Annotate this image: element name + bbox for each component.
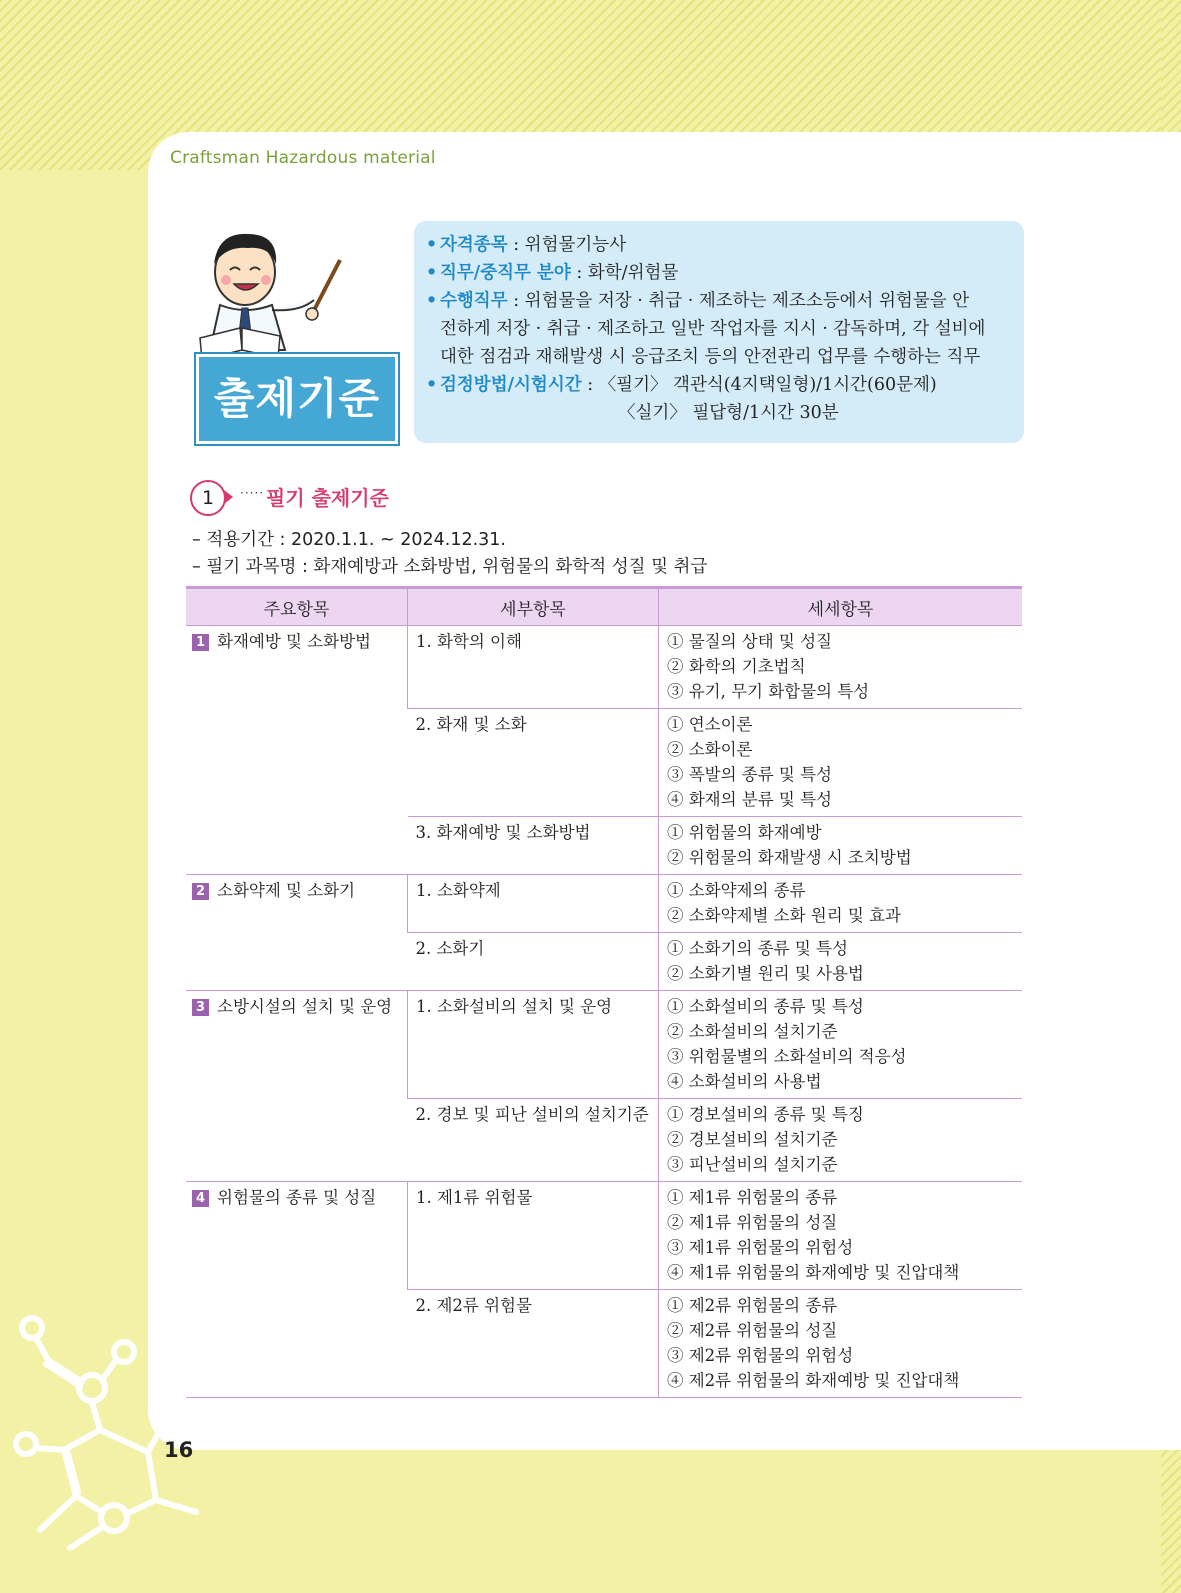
detail-item: ② 경보설비의 설치기준: [667, 1130, 838, 1149]
info-box: [414, 221, 1024, 443]
info-row-qualification: • 자격종목 : 위험물기능사: [426, 231, 1010, 259]
detail-item: ② 소화기별 원리 및 사용법: [667, 964, 864, 983]
info-value: 위험물을 저장 · 취급 · 제조하는 제조소등에서 위험물을 안: [524, 291, 970, 311]
main-item-cell: [186, 991, 408, 1182]
detail-item: ① 물질의 상태 및 성질: [667, 632, 832, 651]
detail-item: ② 소화설비의 설치기준: [667, 1022, 838, 1041]
main-item-label: 위험물의 종류 및 성질: [217, 1188, 377, 1207]
main-item-cell: [186, 626, 408, 875]
table-row: [186, 1182, 1022, 1290]
bullet-icon: •: [426, 375, 438, 395]
detail-item: ③ 제1류 위험물의 위험성: [667, 1238, 854, 1257]
column-header: 주요항목: [186, 588, 408, 626]
series-title: Craftsman Hazardous material: [170, 148, 436, 168]
table-header-row: [186, 588, 1022, 626]
detail-item: ③ 위험물별의 소화설비의 적응성: [667, 1047, 907, 1066]
subject-names: – 필기 과목명 : 화재예방과 소화방법, 위험물의 화학적 성질 및 취급: [192, 557, 708, 577]
info-row-field: • 직무/중직무 분야 : 화학/위험물: [426, 259, 1010, 287]
sub-item-cell: 2. 화재 및 소화: [408, 709, 659, 817]
detail-item: ① 제2류 위험물의 종류: [667, 1296, 838, 1315]
detail-item: ③ 폭발의 종류 및 특성: [667, 765, 832, 784]
detail-item: ④ 제2류 위험물의 화재예방 및 진압대책: [667, 1371, 960, 1390]
detail-item-cell: [659, 1290, 1023, 1398]
table-row: [186, 875, 1022, 933]
column-header: 세세항목: [659, 588, 1023, 626]
detail-item: ③ 제2류 위험물의 위험성: [667, 1346, 854, 1365]
detail-item: ④ 화재의 분류 및 특성: [667, 790, 832, 809]
table-row: [186, 991, 1022, 1099]
apply-period: – 적용기간 : 2020.1.1. ~ 2024.12.31.: [192, 530, 506, 550]
info-value-cont: 〈실기〉 필답형/1시간 30분: [618, 403, 839, 423]
molecule-decoration-icon: [0, 1290, 210, 1550]
detail-item-cell: [659, 991, 1023, 1099]
main-item-number: 1: [192, 634, 209, 651]
info-value: 〈필기〉 객관식(4지택일형)/1시간(60문제): [598, 375, 937, 395]
detail-item: ① 경보설비의 종류 및 특징: [667, 1105, 864, 1124]
main-item-label: 화재예방 및 소화방법: [217, 632, 371, 651]
info-key: 수행직무: [440, 291, 508, 311]
detail-item: ① 제1류 위험물의 종류: [667, 1188, 838, 1207]
info-row-duty: • 수행직무 : 위험물을 저장 · 취급 · 제조하는 제조소등에서 위험물을 안: [426, 287, 1010, 315]
detail-item: ② 제2류 위험물의 성질: [667, 1321, 838, 1340]
main-item-cell: [186, 875, 408, 991]
criteria-table: [186, 586, 1022, 1398]
page-number: 16: [164, 1438, 194, 1462]
info-row-exam: • 검정방법/시험시간 : 〈필기〉 객관식(4지택일형)/1시간(60문제): [426, 371, 1010, 399]
sub-item-cell: 3. 화재예방 및 소화방법: [408, 817, 659, 875]
main-item-cell: [186, 1182, 408, 1398]
detail-item-cell: [659, 1182, 1023, 1290]
teacher-mascot-icon: [190, 220, 395, 370]
detail-item-cell: [659, 875, 1023, 933]
bullet-icon: •: [426, 235, 438, 255]
detail-item: ① 연소이론: [667, 715, 753, 734]
sub-item-cell: 1. 소화약제: [408, 875, 659, 933]
sub-item-cell: 2. 경보 및 피난 설비의 설치기준: [408, 1099, 659, 1182]
detail-item-cell: [659, 626, 1023, 709]
detail-item: ① 소화설비의 종류 및 특성: [667, 997, 864, 1016]
main-item-number: 2: [192, 883, 209, 900]
info-value-cont: 대한 점검과 재해발생 시 응급조치 등의 안전관리 업무를 수행하는 직무: [440, 347, 981, 367]
info-value-cont: 전하게 저장 · 취급 · 제조하고 일반 작업자를 지시 · 감독하며, 각 설비에: [440, 319, 986, 339]
info-value: 화학/위험물: [587, 263, 679, 283]
detail-item-cell: [659, 933, 1023, 991]
info-key: 검정방법/시험시간: [440, 375, 582, 395]
exam-criteria-badge: 출제기준: [196, 354, 398, 444]
detail-item: ② 소화약제별 소화 원리 및 효과: [667, 906, 901, 925]
detail-item: ④ 제1류 위험물의 화재예방 및 진압대책: [667, 1263, 960, 1282]
detail-item: ① 소화약제의 종류: [667, 881, 806, 900]
section-number: 1: [190, 480, 226, 516]
sub-item-cell: 2. 소화기: [408, 933, 659, 991]
arrow-icon: [224, 490, 233, 504]
detail-item: ② 제1류 위험물의 성질: [667, 1213, 838, 1232]
detail-item-cell: [659, 709, 1023, 817]
sub-item-cell: 1. 제1류 위험물: [408, 1182, 659, 1290]
info-key: 자격종목: [440, 235, 508, 255]
column-header: 세부항목: [408, 588, 659, 626]
main-item-label: 소방시설의 설치 및 운영: [217, 997, 393, 1016]
detail-item: ② 소화이론: [667, 740, 753, 759]
detail-item: ② 위험물의 화재발생 시 조치방법: [667, 848, 912, 867]
info-value: 위험물기능사: [524, 235, 627, 255]
table-row: [186, 626, 1022, 709]
sub-item-cell: 1. 소화설비의 설치 및 운영: [408, 991, 659, 1099]
sub-item-cell: 1. 화학의 이해: [408, 626, 659, 709]
detail-item: ③ 피난설비의 설치기준: [667, 1155, 838, 1174]
detail-item: ① 위험물의 화재예방: [667, 823, 822, 842]
section-title: 필기 출제기준: [266, 486, 389, 510]
detail-item-cell: [659, 817, 1023, 875]
bullet-icon: •: [426, 263, 438, 283]
detail-item: ④ 소화설비의 사용법: [667, 1072, 822, 1091]
detail-item: ① 소화기의 종류 및 특성: [667, 939, 848, 958]
section-dots: ·····: [240, 486, 265, 500]
main-item-number: 4: [192, 1190, 209, 1207]
main-item-number: 3: [192, 999, 209, 1016]
sub-item-cell: 2. 제2류 위험물: [408, 1290, 659, 1398]
detail-item: ③ 유기, 무기 화합물의 특성: [667, 682, 870, 701]
bullet-icon: •: [426, 291, 438, 311]
detail-item: ② 화학의 기초법칙: [667, 657, 806, 676]
info-key: 직무/중직무 분야: [440, 263, 571, 283]
detail-item-cell: [659, 1099, 1023, 1182]
main-item-label: 소화약제 및 소화기: [217, 881, 356, 900]
